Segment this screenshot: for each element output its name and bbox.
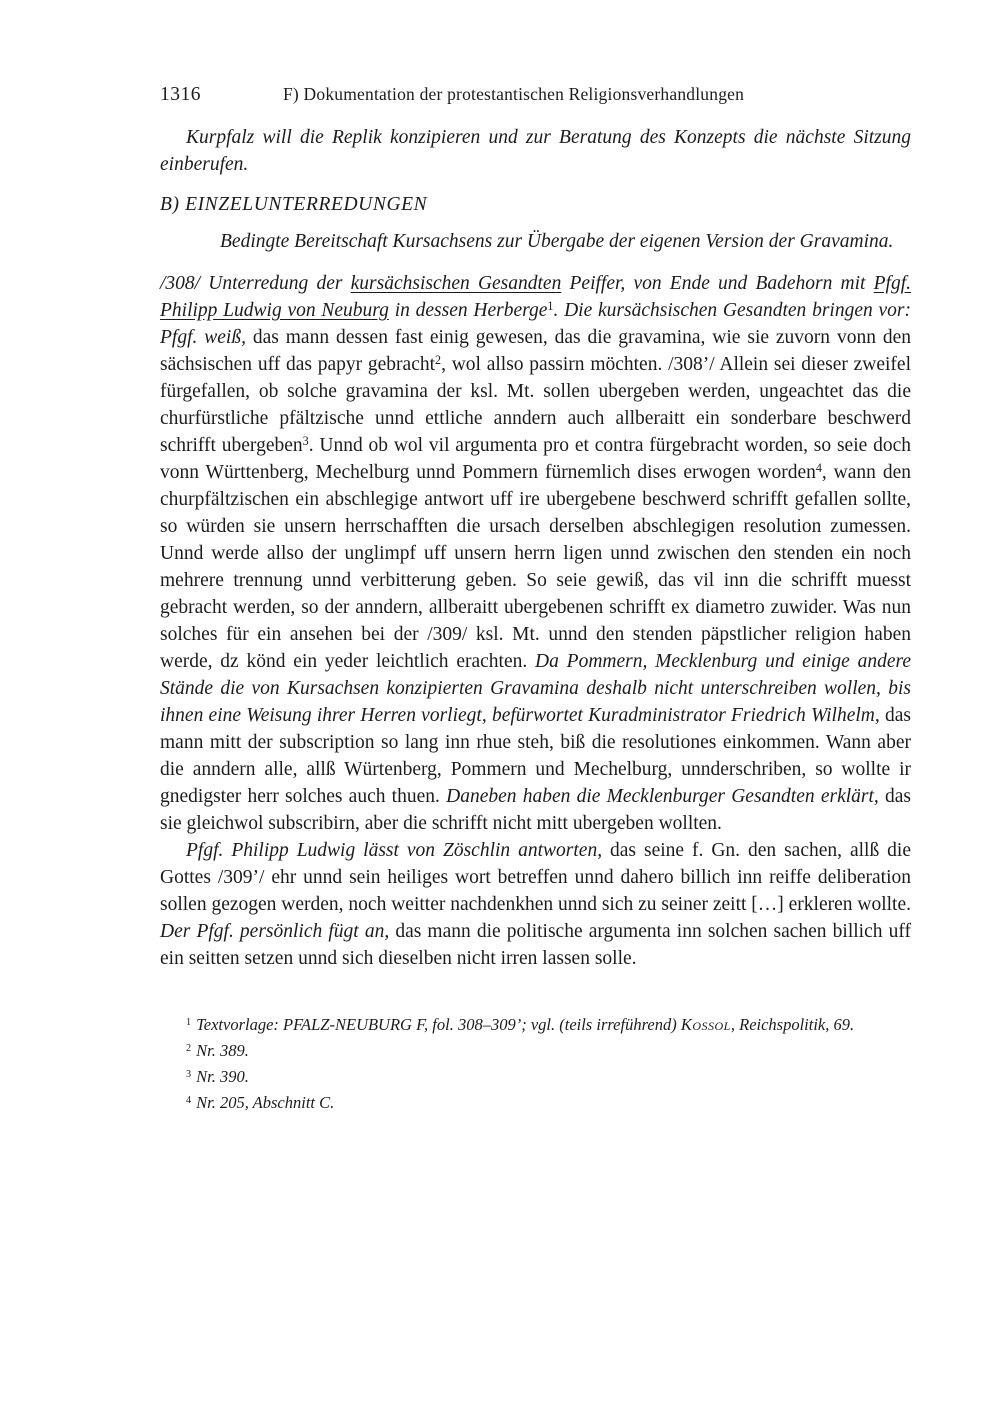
text-run: in dessen Herberge bbox=[388, 300, 548, 321]
text-blocks bbox=[160, 124, 911, 972]
text-run: Kossol bbox=[680, 1015, 731, 1034]
regest-intro-paragraph bbox=[160, 124, 911, 178]
section-heading bbox=[160, 191, 911, 218]
text-run: das sie gleichwol subscribirn, aber die schrifft nicht mitt ubergeben wollten. bbox=[160, 786, 912, 834]
text-run: Nr. 389. bbox=[196, 1041, 249, 1060]
text-run: das mann mitt der subscription so lang inn rhue steh, biß die resolutiones einkommen. Wann aber die anndern alle, allß Würtenberg, Pommern und Mechelburg, unnderschriben, so wollte ir gnedigster herr solches auch thuen. bbox=[160, 705, 911, 807]
footnote-number: 1 bbox=[186, 1017, 192, 1029]
text-run: Bedingte Bereitschaft Kursachsens zur Übergabe der eigenen Version der Gravamina. bbox=[220, 231, 894, 252]
text-run: Da Pommern, Mecklenburg und einige andere Stände die von Kursachsen konzipierten Gravamina deshalb nicht unterschreiben wollen, bis ihnen eine Weisung ihrer Herren vorliegt, befürwortet Kuradministrator Friedrich Wilhelm, bbox=[160, 651, 911, 726]
text-run: das mann dessen fast einig gewesen, das die gravamina, wie sie zuvorn vonn den sächsischen uff das papyr gebracht bbox=[160, 327, 911, 375]
text-run: , wol allso passirn möchten. /308’/ Allein sei dieser zweifel fürgefallen, ob solche gravamina der ksl. Mt. sollen ubergeben werden, ungeachtet das die churfürstliche pfältzische unnd ettliche anndern auch allberaitt ein sonderbare beschwerd schrifft ubergeben bbox=[160, 354, 911, 456]
footnotes-section bbox=[160, 1012, 911, 1116]
footnote bbox=[160, 1064, 911, 1090]
page-number: 1316 bbox=[160, 84, 201, 105]
footnote-reference: 4 bbox=[815, 461, 822, 476]
text-run: Pfgf. Philipp Ludwig von Neuburg bbox=[160, 273, 912, 321]
text-run: Textvorlage: PFALZ-NEUBURG F, fol. 308–309’; vgl. (teils irreführend) bbox=[196, 1015, 681, 1034]
text-run: B) EINZELUNTERREDUNGEN bbox=[160, 194, 428, 215]
text-run: Nr. 390. bbox=[196, 1067, 249, 1086]
text-run: Pfgf. Philipp Ludwig lässt von Zöschlin antworten, bbox=[186, 840, 603, 861]
footnote-number: 3 bbox=[186, 1069, 192, 1081]
text-run: das seine f. Gn. den sachen, allß die Gottes /309’/ ehr unnd sein heiliges wort betreffen unnd dahero billich inn reiffe deliberation sollen gezogen werden, noch weitter nachdenkhen unnd sich zu seiner zeitt […] erkleren wollte. bbox=[160, 840, 912, 915]
footnote-number: 4 bbox=[186, 1095, 192, 1107]
text-run: , wann den churpfältzischen ein abschlegige antwort uff ire ubergebene beschwerd schrifft gefallen sollte, so würden sie unsern herrschafften die ursach derselben abschlegigen resolution zumessen. Unnd werde allso der unglimpf uff unsern herrn ligen unnd zwischen den stenden ein noch mehrere trennung unnd verbitterung geben. So seie gewiß, das vil inn die schrifft muesst gebracht werden, so der anndern, allberaitt ubergebenen schrifft ex diametro zuwider. Was nun solches für ein ansehen bei der /309/ ksl. Mt. unnd den stenden päpstlicher religion haben werde, dz könd ein yeder leichtlich erachten. bbox=[160, 462, 911, 672]
page-content bbox=[160, 84, 911, 1116]
text-run: Peiffer, von Ende und Badehorn mit bbox=[561, 273, 874, 294]
text-run: , Reichspolitik, 69. bbox=[730, 1015, 855, 1034]
text-run: Kurpfalz will die Replik konzipieren und zur Beratung des Konzepts die nächste Sitzung einberufen. bbox=[160, 127, 911, 175]
footnotes-list bbox=[160, 1012, 911, 1116]
running-title: F) Dokumentation der protestantischen Religionsverhandlungen bbox=[283, 84, 745, 104]
text-run: /308/ Unterredung der bbox=[160, 273, 351, 294]
footnote bbox=[160, 1038, 911, 1064]
footnote bbox=[160, 1090, 911, 1116]
regest-summary-paragraph bbox=[220, 228, 911, 255]
text-run: Nr. 205, Abschnitt C. bbox=[196, 1093, 335, 1112]
footnote-reference: 3 bbox=[302, 434, 309, 449]
running-header bbox=[160, 84, 911, 106]
text-run: Daneben haben die Mecklenburger Gesandten erklärt, bbox=[446, 786, 879, 807]
answer-paragraph bbox=[160, 837, 911, 972]
text-run: . Die kursächsischen Gesandten bringen vor: Pfgf. weiß, bbox=[160, 300, 911, 348]
footnote-number: 2 bbox=[186, 1043, 192, 1055]
footnote-reference: 1 bbox=[547, 299, 554, 314]
footnote bbox=[160, 1012, 911, 1038]
text-run: Der Pfgf. persönlich fügt an, bbox=[160, 921, 390, 942]
text-run: kursächsischen Gesandten bbox=[350, 273, 562, 294]
main-paragraph bbox=[160, 270, 911, 837]
footnote-reference: 2 bbox=[435, 353, 442, 368]
text-run: . Unnd ob wol vil argumenta pro et contra fürgebracht worden, so seie doch vonn Württenberg, Mechelburg unnd Pommern fürnemlich dises erwogen worden bbox=[160, 435, 911, 483]
text-run: das mann die politische argumenta inn solchen sachen billich uff ein seitten setzen unnd sich dieselben nicht irren lassen solle. bbox=[160, 921, 912, 969]
